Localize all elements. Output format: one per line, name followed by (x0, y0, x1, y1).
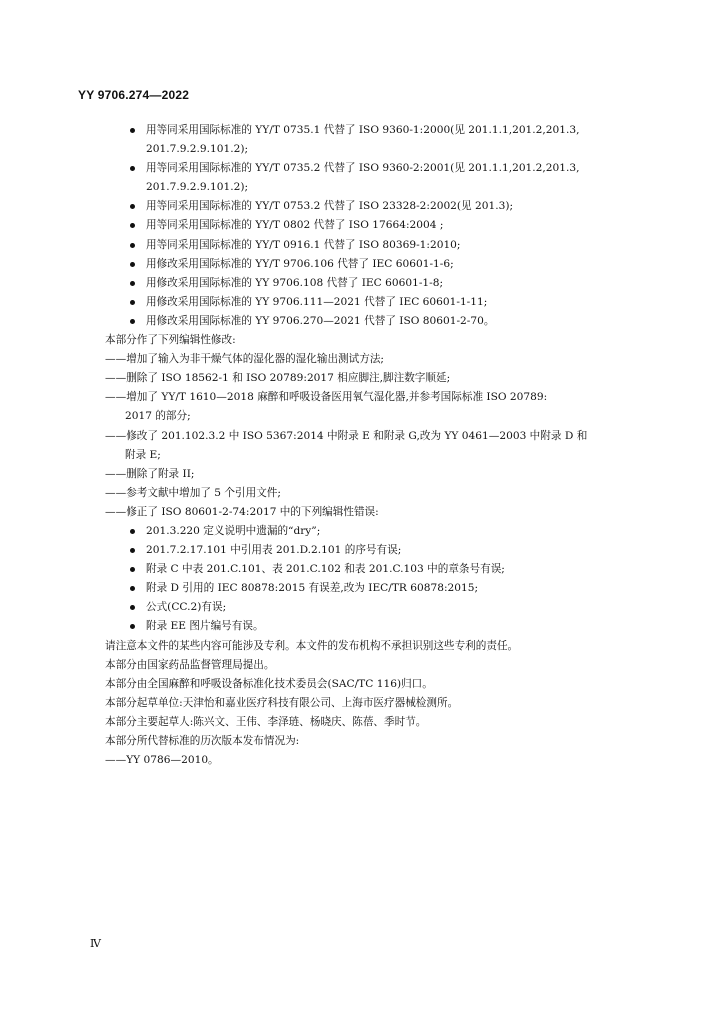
paragraph-line: 本部分起草单位:天津怡和嘉业医疗科技有限公司、上海市医疗器械检测所。 (105, 696, 459, 709)
bullet-item (105, 541, 665, 560)
paragraph-line: ——增加了输入为非干燥气体的湿化器的湿化输出测试方法; (105, 353, 385, 366)
bullet-continuation: 201.7.9.2.9.101.2); (146, 181, 249, 194)
bullet-item (105, 312, 665, 331)
bullet-icon (130, 319, 135, 324)
bullet-text: 公式(CC.2)有误; (146, 601, 227, 614)
paragraph-line: ——删除了 ISO 18562-1 和 ISO 20789:2017 相应脚注,脚注数字顺延; (105, 372, 451, 385)
bullet-text: 201.7.2.17.101 中引用表 201.D.2.101 的序号有误; (146, 544, 402, 557)
bullet-continuation: 201.7.9.2.9.101.2); (146, 143, 249, 156)
bullet-item (105, 598, 665, 617)
bullet-text: 用修改采用国际标准的 YY 9706.111—2021 代替了 IEC 60601-1-11; (146, 295, 488, 308)
bullet-icon (130, 567, 135, 572)
dash-item-continuation: 2017 的部分; (125, 410, 191, 423)
paragraph-line: 本部分由全国麻醉和呼吸设备标准化技术委员会(SAC/TC 116)归口。 (105, 677, 433, 690)
bullet-text: 用等同采用国际标准的 YY/T 0735.2 代替了 ISO 9360-2:2001(见 201.1.1,201.2,201.3, (146, 162, 580, 175)
bullet-text: 附录 D 引用的 IEC 80878:2015 有误差,改为 IEC/TR 60878:2015; (146, 582, 479, 595)
paragraph-line: 本部分作了下列编辑性修改: (105, 334, 236, 347)
bullet-icon (130, 624, 135, 629)
bullet-icon (130, 529, 135, 534)
bullet-item (105, 522, 665, 541)
bullet-icon (130, 262, 135, 267)
bullet-item (105, 216, 665, 235)
bullet-icon (130, 300, 135, 305)
paragraph-line: 请注意本文件的某些内容可能涉及专利。本文件的发布机构不承担识别这些专利的责任。 (105, 639, 519, 652)
paragraph-line: ——增加了 YY/T 1610—2018 麻醉和呼吸设备医用氧气湿化器,并参考国际标准 ISO 20789: (105, 391, 548, 404)
page-number: Ⅳ (90, 937, 101, 950)
bullet-item (105, 579, 665, 598)
document-body (105, 121, 665, 770)
paragraph-line: ——参考文献中增加了 5 个引用文件; (105, 486, 281, 499)
bullet-icon (130, 128, 135, 133)
dash-item-continuation: 附录 E; (125, 448, 161, 461)
bullet-icon (130, 281, 135, 286)
bullet-text: 附录 C 中表 201.C.101、表 201.C.102 和表 201.C.103 中的章条号有误; (146, 563, 505, 576)
bullet-item (105, 121, 665, 140)
bullet-item (105, 236, 665, 255)
bullet-text: 用等同采用国际标准的 YY/T 0753.2 代替了 ISO 23328-2:2002(见 201.3); (146, 200, 514, 213)
bullet-item (105, 197, 665, 216)
bullet-item (105, 159, 665, 178)
paragraph-line: ——修改了 201.102.3.2 中 ISO 5367:2014 中附录 E 和附录 G,改为 YY 0461—2003 中附录 D 和 (105, 429, 588, 442)
paragraph-line: 本部分由国家药品监督管理局提出。 (105, 658, 275, 671)
bullet-text: 用修改采用国际标准的 YY 9706.270—2021 代替了 ISO 80601-2-70。 (146, 314, 495, 327)
bullet-text: 用等同采用国际标准的 YY/T 0735.1 代替了 ISO 9360-1:2000(见 201.1.1,201.2,201.3, (146, 124, 580, 136)
bullet-text: 201.3.220 定义说明中遗漏的“dry”; (146, 524, 321, 537)
paragraph-line: ——修正了 ISO 80601-2-74:2017 中的下列编辑性错误: (105, 505, 379, 518)
paragraph-line: ——YY 0786—2010。 (105, 754, 219, 767)
bullet-text: 用修改采用国际标准的 YY 9706.108 代替了 IEC 60601-1-8; (146, 276, 444, 289)
bullet-icon (130, 605, 135, 610)
bullet-icon (130, 204, 135, 209)
paragraph-line: 本部分所代替标准的历次版本发布情况为: (105, 735, 300, 747)
bullet-text: 用修改采用国际标准的 YY/T 9706.106 代替了 IEC 60601-1-6; (146, 257, 454, 270)
bullet-item (105, 255, 665, 274)
bullet-item (105, 617, 665, 636)
document-number-header: YY 9706.274—2022 (78, 88, 190, 102)
bullet-text: 用等同采用国际标准的 YY/T 0916.1 代替了 ISO 80369-1:2010; (146, 238, 461, 251)
bullet-icon (130, 243, 135, 248)
paragraph-line: ——删除了附录 II; (105, 467, 195, 480)
bullet-text: 用等同采用国际标准的 YY/T 0802 代替了 ISO 17664:2004 ; (146, 219, 444, 232)
bullet-item (105, 293, 665, 312)
bullet-item (105, 560, 665, 579)
bullet-icon (130, 586, 135, 591)
paragraph-line: 本部分主要起草人:陈兴文、王伟、李泽琏、杨晓庆、陈蓓、季时节。 (105, 715, 427, 728)
bullet-icon (130, 223, 135, 228)
bullet-item (105, 274, 665, 293)
bullet-text: 附录 EE 图片编号有误。 (146, 620, 264, 633)
bullet-icon (130, 548, 135, 553)
bullet-icon (130, 166, 135, 171)
